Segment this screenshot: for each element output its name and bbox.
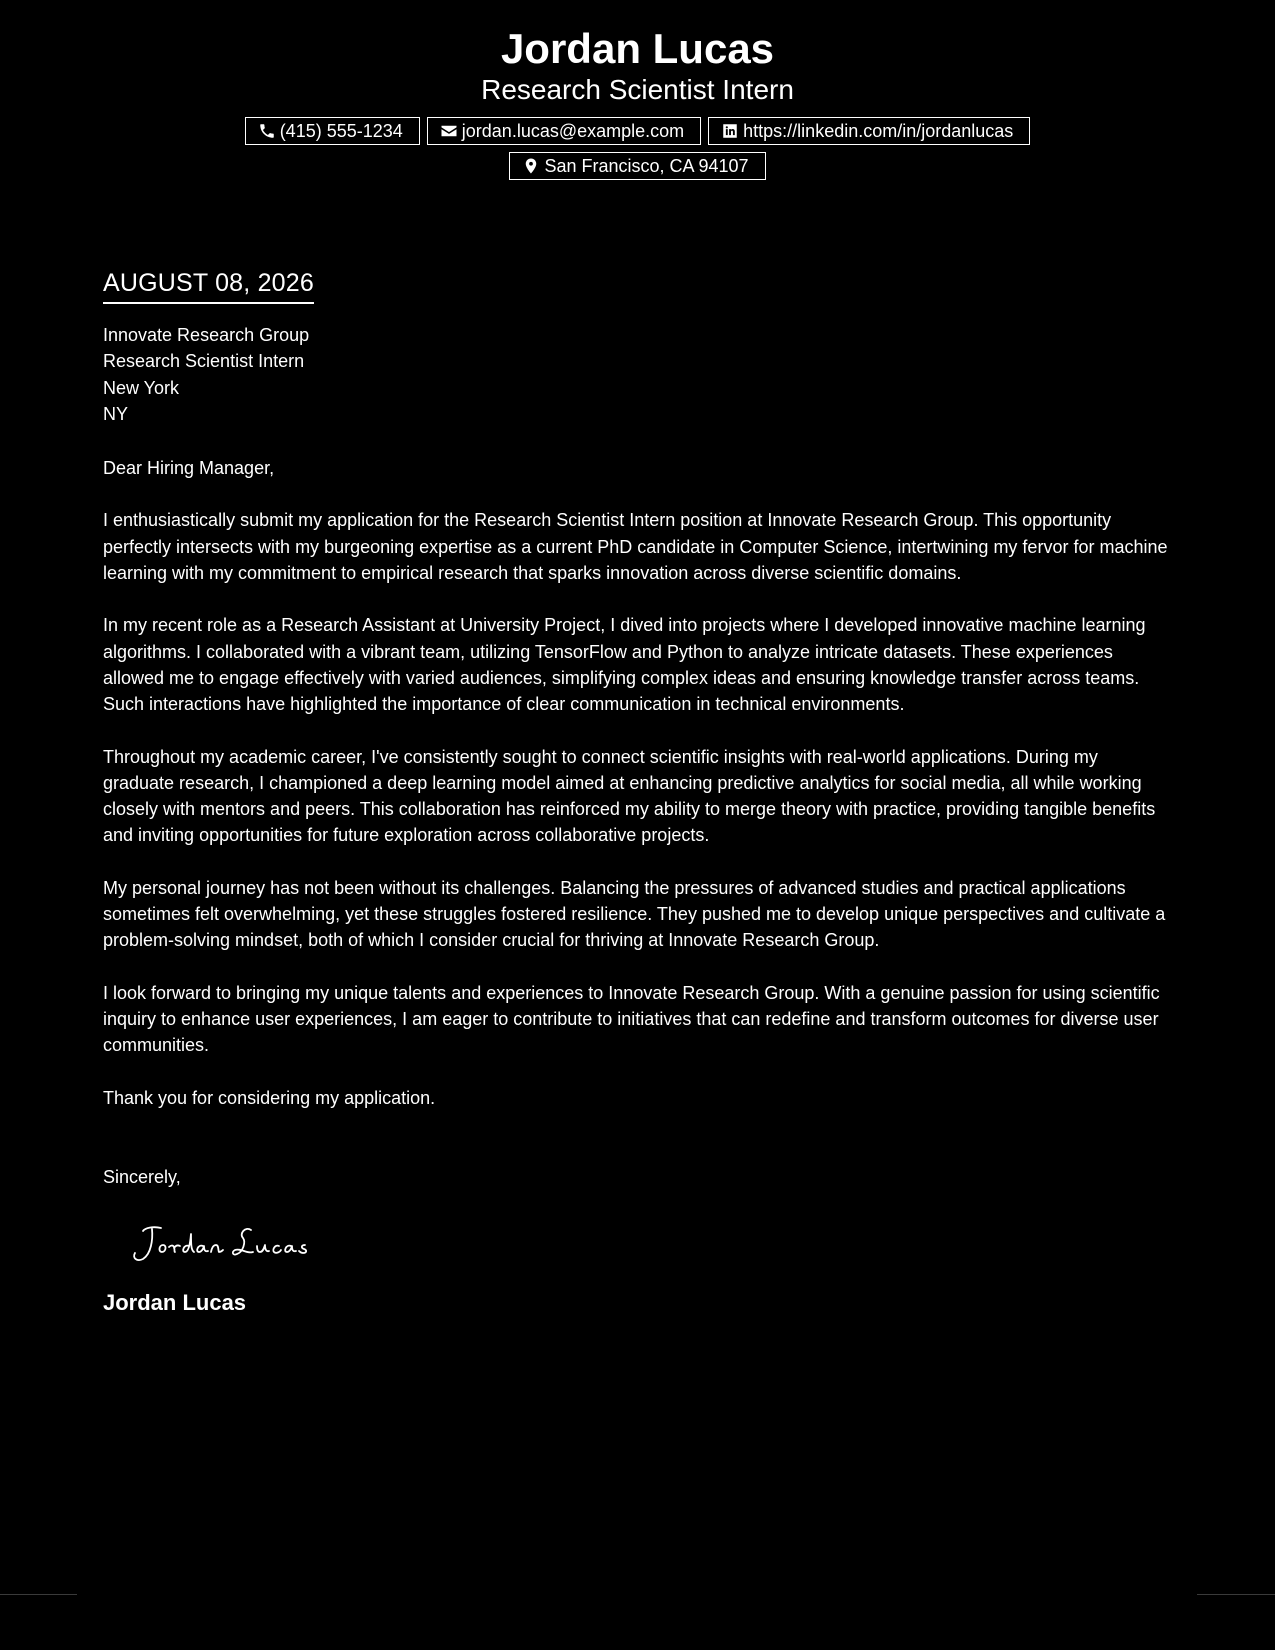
envelope-icon xyxy=(440,122,458,140)
recipient-position: Research Scientist Intern xyxy=(103,351,305,372)
footer-rule-right xyxy=(1197,1594,1275,1595)
closing: Sincerely, xyxy=(103,1166,181,1187)
paragraph: I enthusiastically submit my application for the Research Scientist Intern position at Innovate Research Group. This opportunity perfectly intersects with my burgeoning expertise as a current PhD candidate in Computer Science, intertwining my fervor for machine learning with my commitment to empirical research that sparks innovation across diverse scientific domains. xyxy=(103,510,1168,584)
letter-header xyxy=(0,24,1275,180)
paragraph: Throughout my academic career, I've consistently sought to connect scientific insights with real-world applications. During my graduate research, I championed a deep learning model aimed at enhancing predictive analytics for social media, all while working closely with mentors and peers. This collaboration has reinforced my ability to merge theory with practice, providing tangible benefits and inviting opportunities for future exploration across collaborative projects. xyxy=(103,746,1156,846)
recipient-state: NY xyxy=(103,403,129,424)
location-text: San Francisco, CA 94107 xyxy=(544,155,749,176)
contact-row-1 xyxy=(0,117,1275,145)
paragraph: In my recent role as a Research Assistant at University Project, I dived into projects where I developed innovative machine learning algorithms. I collaborated with a vibrant team, utilizing TensorFlow and Python to analyze intricate datasets. These experiences allowed me to engage effectively with varied audiences, simplifying complex ideas and ensuring knowledge transfer across teams. Such interactions have highlighted the importance of clear communication in technical environments. xyxy=(103,615,1146,715)
recipient-company: Innovate Research Group xyxy=(103,325,310,345)
map-marker-icon xyxy=(522,157,540,175)
paragraph: My personal journey has not been without its challenges. Balancing the pressures of advanced studies and practical applications sometimes felt overwhelming, yet these struggles fostered resilience. They pushed me to develop unique perspectives and cultivate a problem-solving mindset, both of which I consider crucial for thriving at Innovate Research Group. xyxy=(103,877,1166,951)
paragraph: Thank you for considering my application. xyxy=(103,1087,436,1108)
greeting: Dear Hiring Manager, xyxy=(103,458,275,479)
linkedin-text: https://linkedin.com/in/jordanlucas xyxy=(743,120,1014,141)
recipient-block xyxy=(103,322,1173,427)
paragraph: I look forward to bringing my unique talents and experiences to Innovate Research Group. With a genuine passion for using scientific inquiry to enhance user experiences, I am eager to contribute to initiatives that can redefine and transform outcomes for diverse user communities. xyxy=(103,982,1160,1056)
letter-body xyxy=(103,264,1173,1316)
applicant-name: Jordan Lucas xyxy=(500,25,775,72)
linkedin-chip[interactable] xyxy=(708,117,1030,145)
email-chip[interactable] xyxy=(427,117,701,145)
signed-name: Jordan Lucas xyxy=(103,1290,247,1316)
footer-rule-left xyxy=(0,1594,77,1595)
phone-icon xyxy=(258,122,276,140)
handwritten-signature xyxy=(123,1214,1173,1270)
contact-row-2 xyxy=(0,152,1275,180)
applicant-role: Research Scientist Intern xyxy=(481,74,794,105)
phone-text: (415) 555-1234 xyxy=(279,120,403,141)
phone-chip[interactable] xyxy=(245,117,420,145)
email-text: jordan.lucas@example.com xyxy=(461,120,685,141)
recipient-city: New York xyxy=(103,377,180,398)
location-chip xyxy=(509,152,765,180)
linkedin-icon xyxy=(721,122,739,140)
letter-date: AUGUST 08, 2026 xyxy=(103,264,314,304)
